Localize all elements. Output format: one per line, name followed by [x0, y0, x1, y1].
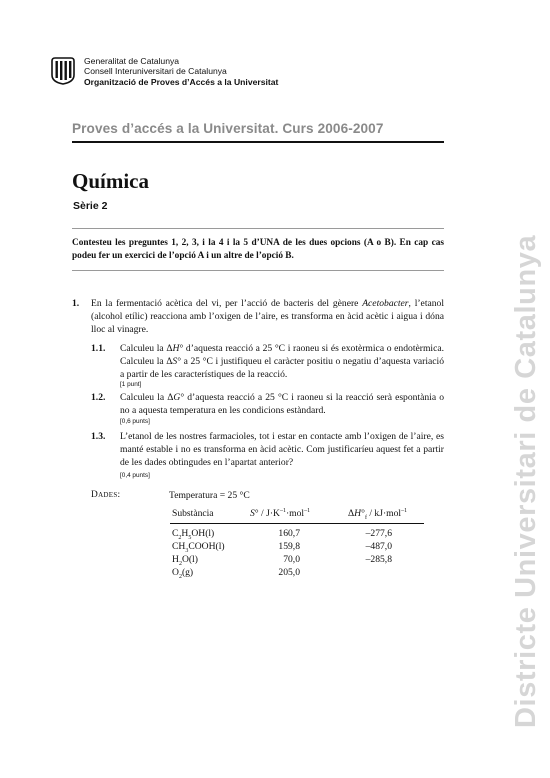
district-watermark: Districte Universitari de Catalunya — [510, 234, 542, 728]
table-row — [170, 541, 424, 554]
column-header-enthalpy: $\Delta H^\circ_f / kJ\cdot mol^{-1}$ — [348, 508, 408, 522]
part-1-3-text: L’etanol de les nostres farmacioles, tot i estar en contacte amb l’oxigen de l’aire, es manté estable i no es transforma en àcid acètic. Com justificaríeu aquest fet a partir de les dades obtingudes en l’apartat anterior? — [120, 431, 444, 468]
part-1-3-number: 1.3. — [91, 431, 106, 442]
part-1-2-points: [0,6 punts] — [120, 418, 150, 425]
part-1-2-number: 1.2. — [91, 392, 106, 403]
table-row — [170, 528, 424, 541]
enthalpy-cell: –277,6 — [365, 528, 392, 539]
substance-water: $H_2O(l)$ — [172, 554, 198, 567]
organization-block — [84, 56, 278, 87]
data-label: Dades: — [91, 490, 121, 500]
part-1-3-points: [0,4 punts] — [120, 472, 150, 479]
entropy-cell: 159,8 — [278, 541, 300, 552]
data-table — [170, 508, 424, 580]
instructions-text: Contesteu les preguntes 1, 2, 3, i la 4 i la 5 d’UNA de les dues opcions (A o B). En cap cas podeu fer un exercici de l’opció A i un altre de l’opció B. — [72, 238, 444, 261]
genus-name: Acetobacter — [362, 298, 409, 309]
instructions-top-divider — [72, 228, 444, 229]
org-line-3: Organització de Proves d’Accés a la Universitat — [84, 76, 279, 87]
entropy-cell: 70,0 — [283, 554, 300, 565]
question-number: 1. — [72, 298, 80, 309]
substance-oxygen: $O_2(g)$ — [172, 567, 194, 580]
part-1-2-text: Calculeu la ΔG° d’aquesta reacció a 25 °C i raoneu si la reacció serà espontània o no a aquesta temperatura en les condicions estàndard. — [120, 392, 444, 416]
data-temperature: Temperatura = 25 °C — [169, 490, 250, 501]
substance-acetic-acid: $CH_3COOH(l)$ — [172, 541, 225, 554]
table-row — [170, 554, 424, 567]
substance-ethanol: $C_2H_5OH(l)$ — [172, 528, 215, 541]
question-intro: En la fermentació acètica del vi, per l’acció de bacteris del gènere Acetobacter, l’etanol (alcohol etílic) reacciona amb l’oxigen de l’aire, es transforma en àcid acètic i aigua i dóna lloc al vinagre. — [91, 298, 445, 335]
column-header-substance: Substància — [172, 508, 214, 519]
org-line-1: Generalitat de Catalunya — [84, 56, 180, 66]
enthalpy-cell: –285,8 — [365, 554, 392, 565]
enthalpy-cell: –487,0 — [365, 541, 392, 552]
entropy-cell: 160,7 — [278, 528, 300, 539]
table-header-row — [170, 508, 424, 522]
org-line-2: Consell Interuniversitari de Catalunya — [84, 66, 227, 77]
entropy-cell: 205,0 — [278, 567, 300, 578]
serie-label: Sèrie 2 — [73, 200, 108, 212]
table-header-divider — [170, 523, 424, 524]
part-1-1-points: [1 punt] — [120, 381, 142, 388]
column-header-entropy: $S^\circ / J\cdot K^{-1}\cdot mol^{-1}$ — [250, 508, 311, 520]
table-row — [170, 567, 424, 580]
title-divider — [72, 141, 444, 143]
subject-title: Química — [72, 169, 149, 193]
instructions-bottom-divider — [72, 270, 444, 271]
generalitat-logo-icon — [50, 57, 76, 85]
part-1-1-text: Calculeu la ΔH° d’aquesta reacció a 25 °C i raoneu si és exotèrmica o endotèrmica. Calculeu la ΔS° a 25 °C i justifiqueu el caràcter positiu o negatiu d’aquesta variació a partir de les característiques de la reacció. — [120, 343, 445, 380]
part-1-1-number: 1.1. — [91, 343, 106, 354]
exam-title: Proves d’accés a la Universitat. Curs 2006-2007 — [72, 121, 384, 136]
